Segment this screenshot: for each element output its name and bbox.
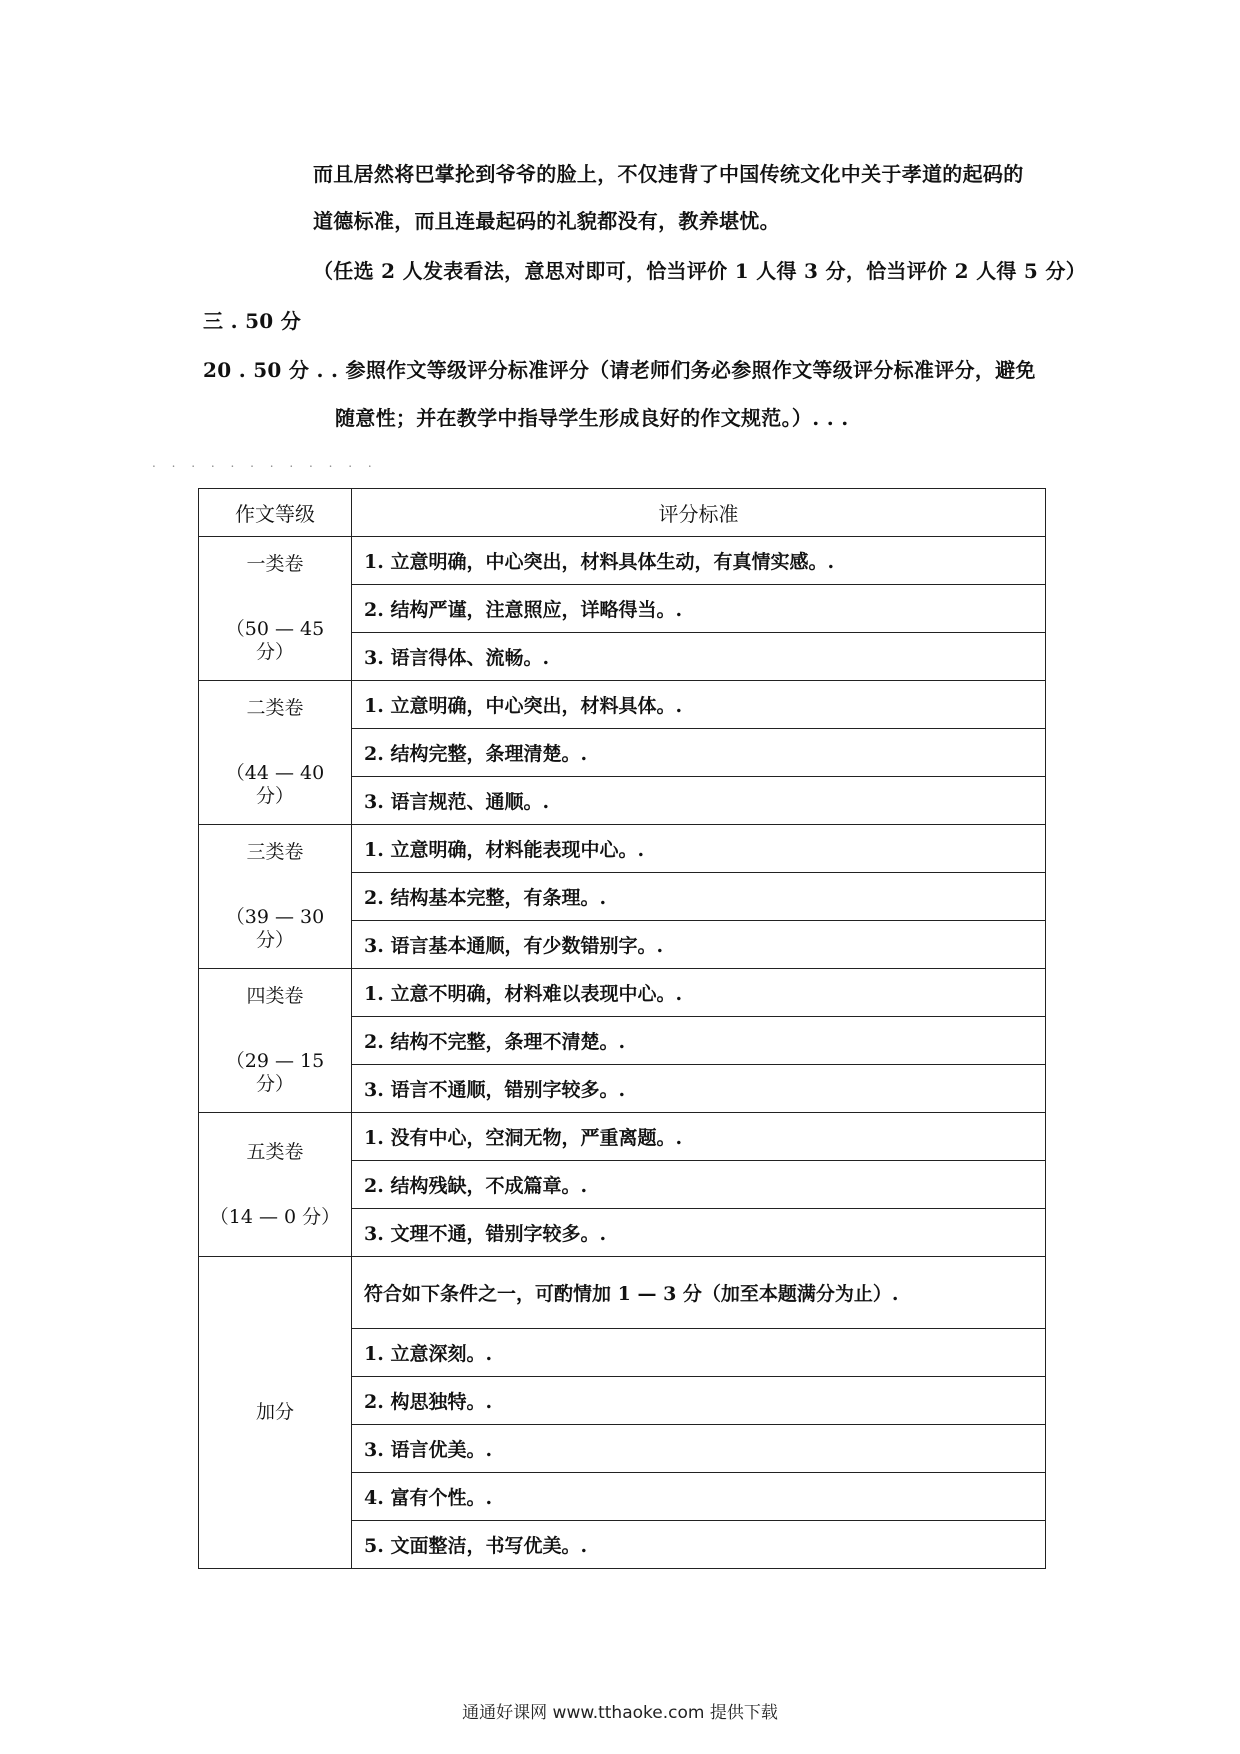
grade-cell <box>199 1113 352 1257</box>
table-row <box>199 1113 1046 1161</box>
grade-name: 四类卷 <box>246 985 304 1008</box>
grade-cell <box>199 681 352 825</box>
separator-dots: . . . . . . . . . . . . <box>152 456 378 470</box>
grading-table <box>198 488 1046 1569</box>
criterion: 2. 构思独特。. <box>352 1377 1046 1425</box>
criterion: 1. 立意明确，中心突出，材料具体生动，有真情实感。. <box>352 537 1046 585</box>
grade-range: （14 — 0 分） <box>209 1205 341 1228</box>
bonus-intro: 符合如下条件之一，可酌情加 1 — 3 分（加至本题满分为止）. <box>352 1257 1046 1329</box>
grade-range: （44 — 40 分） <box>225 762 325 807</box>
criterion: 1. 立意深刻。. <box>352 1329 1046 1377</box>
question-20-line: 20 . 50 分 . . 参照作文等级评分标准评分（请老师们务必参照作文等级评分标准评分，避免 <box>203 358 1036 382</box>
grade-range: （50 — 45 分） <box>225 618 325 663</box>
table-header-row <box>199 489 1046 537</box>
bonus-name: 加分 <box>255 1401 294 1424</box>
grade-name: 二类卷 <box>246 697 304 720</box>
criterion: 3. 语言优美。. <box>352 1425 1046 1473</box>
criterion: 5. 文面整洁，书写优美。. <box>352 1521 1046 1569</box>
grade-name: 一类卷 <box>246 553 304 576</box>
criterion: 1. 立意不明确，材料难以表现中心。. <box>352 969 1046 1017</box>
header-criteria: 评分标准 <box>352 489 1046 537</box>
criterion: 1. 立意明确，材料能表现中心。. <box>352 825 1046 873</box>
section-heading: 三 . 50 分 <box>203 309 302 333</box>
criterion: 1. 没有中心，空洞无物，严重离题。. <box>352 1113 1046 1161</box>
criterion: 2. 结构残缺，不成篇章。. <box>352 1161 1046 1209</box>
paragraph-line: 道德标准，而且连最起码的礼貌都没有，教养堪忧。 <box>313 209 780 233</box>
criterion: 2. 结构基本完整，有条理。. <box>352 873 1046 921</box>
criterion: 3. 语言得体、流畅。. <box>352 633 1046 681</box>
criterion: 3. 语言不通顺，错别字较多。. <box>352 1065 1046 1113</box>
criterion: 2. 结构严谨，注意照应，详略得当。. <box>352 585 1046 633</box>
grade-range: （39 — 30 分） <box>225 906 325 951</box>
criterion: 2. 结构不完整，条理不清楚。. <box>352 1017 1046 1065</box>
criterion: 2. 结构完整，条理清楚。. <box>352 729 1046 777</box>
criterion: 3. 文理不通，错别字较多。. <box>352 1209 1046 1257</box>
table-row <box>199 681 1046 729</box>
grade-cell <box>199 825 352 969</box>
table-row <box>199 825 1046 873</box>
scoring-note: （任选 2 人发表看法，意思对即可，恰当评价 1 人得 3 分，恰当评价 2 人得 5 分） <box>313 259 1087 283</box>
criterion: 3. 语言基本通顺，有少数错别字。. <box>352 921 1046 969</box>
grade-cell <box>199 969 352 1113</box>
grade-name: 三类卷 <box>246 841 304 864</box>
table-row <box>199 1257 1046 1329</box>
paragraph-line: 而且居然将巴掌抡到爷爷的脸上，不仅违背了中国传统文化中关于孝道的起码的 <box>313 162 1024 186</box>
criterion: 3. 语言规范、通顺。. <box>352 777 1046 825</box>
table-row <box>199 969 1046 1017</box>
question-20-line: 随意性；并在教学中指导学生形成良好的作文规范。）. . . <box>335 406 849 430</box>
header-grade: 作文等级 <box>199 489 352 537</box>
grade-range: （29 — 15 分） <box>225 1050 325 1095</box>
footer-watermark: 通通好课网 www.tthaoke.com 提供下载 <box>462 1703 778 1723</box>
table-row <box>199 537 1046 585</box>
grade-cell <box>199 537 352 681</box>
criterion: 4. 富有个性。. <box>352 1473 1046 1521</box>
criterion: 1. 立意明确，中心突出，材料具体。. <box>352 681 1046 729</box>
grade-name: 五类卷 <box>246 1140 304 1163</box>
bonus-cell <box>199 1257 352 1569</box>
